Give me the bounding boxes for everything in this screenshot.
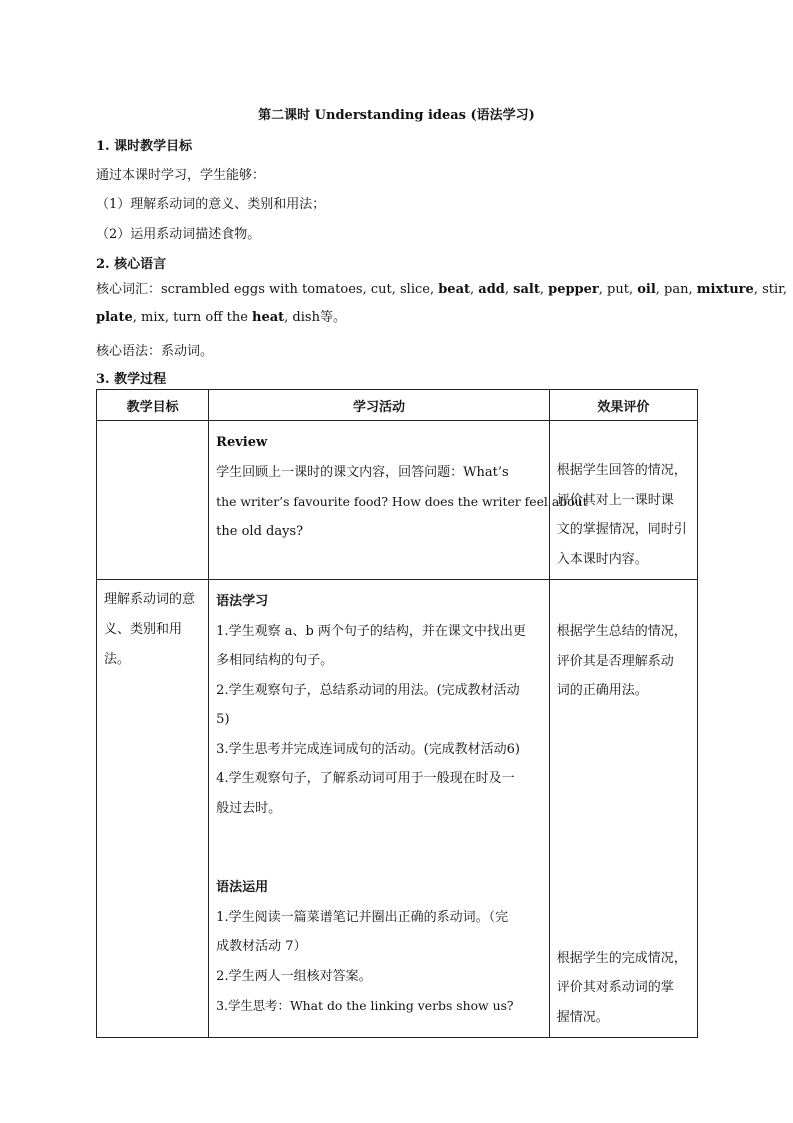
vocab-bold: oil xyxy=(637,282,656,297)
activity-line: 2.学生观察句子，总结系动词的用法。(完成教材活动 xyxy=(216,682,520,698)
vocab-text: , xyxy=(470,282,479,297)
section1-intro: 通过本课时学习，学生能够： xyxy=(96,168,266,183)
vocab-bold: beat xyxy=(438,282,471,297)
header-activity: 学习活动 xyxy=(209,390,550,421)
activity-line: 5) xyxy=(216,712,230,727)
vocab-bold: plate xyxy=(96,310,133,325)
activity-line: 成教材活动 7） xyxy=(216,939,307,954)
goal-line: 理解系动词的意 xyxy=(104,592,196,607)
section3-heading: 3. 教学过程 xyxy=(96,372,167,387)
vocab-text: , xyxy=(504,282,514,297)
teaching-process-table xyxy=(96,389,698,1038)
vocab-text: , dish等。 xyxy=(284,310,346,325)
eval-line: 词的正确用法。 xyxy=(556,683,648,698)
activity-line: 3.学生思考并完成连词成句的活动。(完成教材活动6) xyxy=(216,741,520,757)
eval-line: 评价其对系动词的掌 xyxy=(556,980,674,995)
row1-evaluation xyxy=(549,421,697,580)
vocab-text: , stir, xyxy=(753,282,788,297)
activity-line: 多相同结构的句子。 xyxy=(216,653,334,668)
activity-line: 学生回顾上一课时的课文内容，回答问题：What’s xyxy=(216,464,509,480)
table-row xyxy=(97,421,698,580)
eval-line: 文的掌握情况，同时引 xyxy=(556,522,687,537)
header-evaluation: 效果评价 xyxy=(549,390,697,421)
vocab-text: , xyxy=(539,282,549,297)
eval-line: 入本课时内容。 xyxy=(556,551,648,567)
vocab-text: , put, xyxy=(598,282,638,297)
objective-1: （1）理解系动词的意义、类别和用法； xyxy=(96,197,326,212)
activity-line: the old days? xyxy=(216,523,304,539)
vocab-bold: pepper xyxy=(548,282,599,297)
vocab-text: , mix, turn off the xyxy=(132,310,253,325)
goal-line: 义、类别和用法。 xyxy=(104,622,183,667)
activity-line: the writer’s favourite food? How does the writer feel about xyxy=(216,494,588,509)
spacer xyxy=(216,823,542,873)
vocab-bold: mixture xyxy=(696,282,754,297)
core-grammar: 核心语法：系动词。 xyxy=(96,344,214,359)
row2-evaluation xyxy=(549,580,697,1038)
page-title: 第二课时 Understanding ideas (语法学习) xyxy=(258,108,535,123)
activity-line: 般过去时。 xyxy=(216,800,282,816)
objective-2: （2）运用系动词描述食物。 xyxy=(96,227,261,242)
activity-title: Review xyxy=(216,435,268,450)
eval-line: 根据学生总结的情况， xyxy=(556,624,687,639)
eval-line: 根据学生的完成情况， xyxy=(556,950,687,966)
header-goal: 教学目标 xyxy=(97,390,209,421)
vocab-label: 核心词汇： xyxy=(96,282,162,297)
activity-line: 3.学生思考：What do the linking verbs show us? xyxy=(216,998,514,1013)
vocab-bold: add xyxy=(478,282,505,297)
eval-line: 评价其是否理解系动 xyxy=(556,653,674,669)
eval-line: 握情况。 xyxy=(556,1009,609,1025)
row1-goal xyxy=(97,421,209,580)
activity-title: 语法学习 xyxy=(216,594,269,609)
vocab-text: , pan, xyxy=(655,282,697,297)
spacer xyxy=(557,706,690,944)
row2-goal xyxy=(97,580,209,1038)
core-vocab-line-2 xyxy=(96,306,346,325)
table-row xyxy=(97,580,698,1038)
section2-heading: 2. 核心语言 xyxy=(96,257,167,272)
vocab-bold: salt xyxy=(513,282,540,297)
core-vocab-line-1 xyxy=(96,278,787,297)
eval-line: 评价其对上一课时课 xyxy=(556,492,674,508)
activity-line: 1.学生阅读一篇菜谱笔记并圈出正确的系动词。（完 xyxy=(216,909,509,925)
vocab-bold: heat xyxy=(252,310,285,325)
vocab-text: scrambled eggs with tomatoes, cut, slice, xyxy=(161,282,439,297)
eval-line: 根据学生回答的情况， xyxy=(556,463,687,478)
table-header-row xyxy=(97,390,698,421)
row2-activity xyxy=(209,580,550,1038)
activity-line: 2.学生两人一组核对答案。 xyxy=(216,968,372,984)
activity-line: 4.学生观察句子，了解系动词可用于一般现在时及一 xyxy=(216,771,515,786)
activity-title: 语法运用 xyxy=(216,880,269,895)
row1-activity xyxy=(209,421,588,580)
section1-heading: 1. 课时教学目标 xyxy=(96,139,193,154)
activity-line: 1.学生观察 a、b 两个句子的结构，并在课文中找出更 xyxy=(216,623,526,639)
